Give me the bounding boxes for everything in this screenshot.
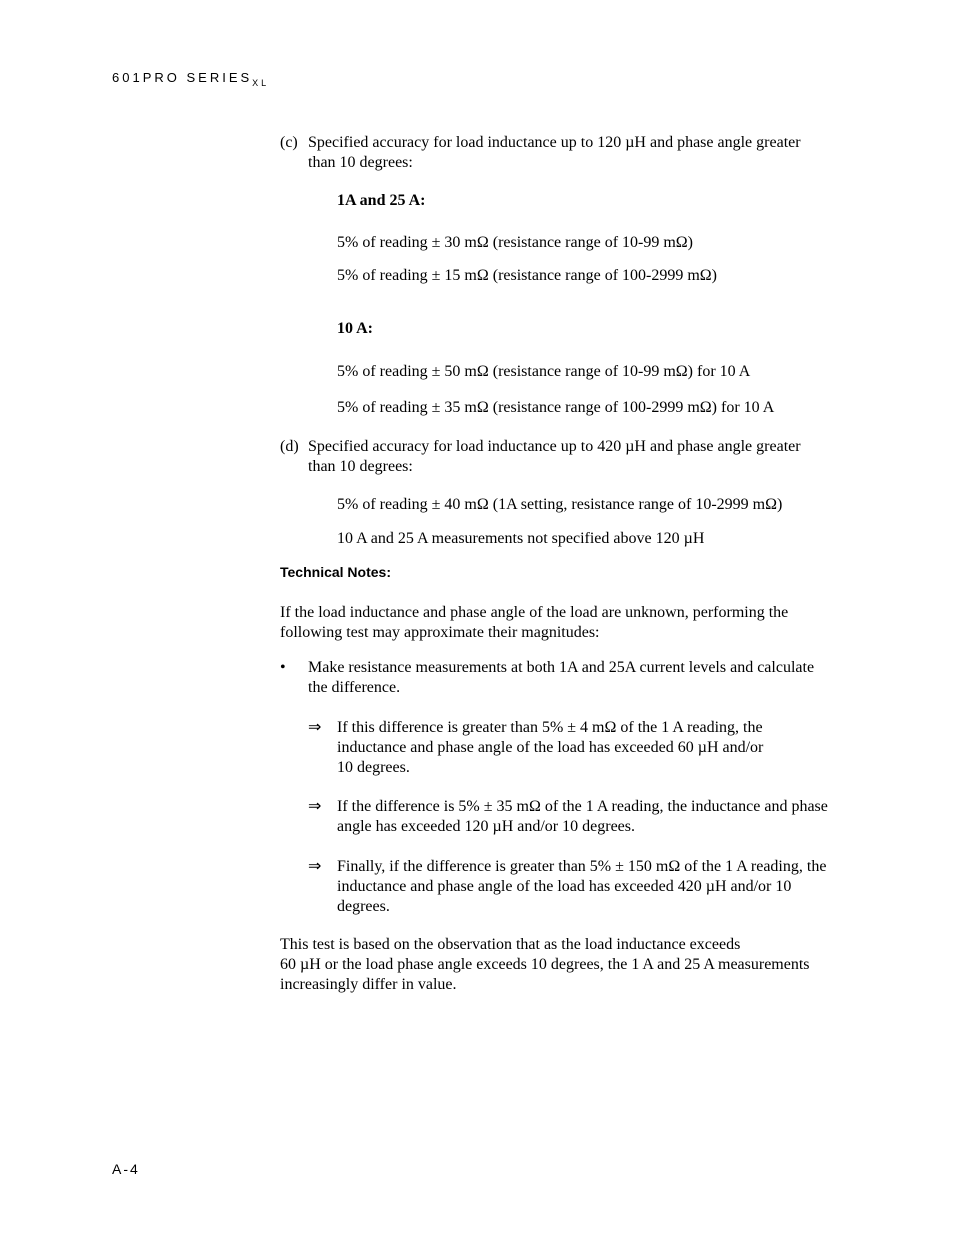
closing-line2: 60 µH or the load phase angle exceeds 10 degrees, the 1 A and 25 A measurements <box>280 956 810 973</box>
arrow-item-3 <box>308 857 868 917</box>
running-header <box>112 70 270 88</box>
heading-10a: 10 A: <box>337 320 373 337</box>
arrow1-line1: If this difference is greater than 5% ± 4 mΩ of the 1 A reading, the <box>337 719 763 736</box>
item-d <box>280 437 860 477</box>
bullet-line1: Make resistance measurements at both 1A and 25A current levels and calculate <box>308 659 815 676</box>
item-d-line1: Specified accuracy for load inductance up to 420 µH and phase angle greater <box>308 438 801 455</box>
arrow2-line1: If the difference is 5% ± 35 mΩ of the 1 A reading, the inductance and phase <box>337 798 828 815</box>
intro-line1: If the load inductance and phase angle of the load are unknown, performing the <box>280 604 789 621</box>
spec-c-2: 5% of reading ± 15 mΩ (resistance range of 100-2999 mΩ) <box>337 267 718 284</box>
header-subscript: XL <box>252 78 270 88</box>
spec-d-1: 5% of reading ± 40 mΩ (1A setting, resistance range of 10-2999 mΩ) <box>337 496 783 513</box>
technical-notes-heading: Technical Notes: <box>280 564 391 580</box>
arrow1-line3: 10 degrees. <box>337 759 410 776</box>
item-c-line1: Specified accuracy for load inductance up to 120 µH and phase angle greater <box>308 134 801 151</box>
bullet-marker: • <box>280 659 286 676</box>
item-c <box>280 133 860 173</box>
arrow-icon: ⇒ <box>308 719 322 736</box>
arrow3-line1: Finally, if the difference is greater than 5% ± 150 mΩ of the 1 A reading, the <box>337 858 827 875</box>
page-number: A-4 <box>112 1161 140 1177</box>
closing-paragraph <box>280 935 870 995</box>
technical-notes-intro <box>280 603 870 643</box>
item-c-line2: than 10 degrees: <box>308 154 413 171</box>
arrow-item-1 <box>308 718 868 778</box>
arrow-item-2 <box>308 797 868 837</box>
arrow1-line2: inductance and phase angle of the load has exceeded 60 µH and/or <box>337 739 764 756</box>
item-c-marker: (c) <box>280 134 298 151</box>
spec-c-4: 5% of reading ± 35 mΩ (resistance range of 100-2999 mΩ) for 10 A <box>337 399 775 416</box>
spec-c-1: 5% of reading ± 30 mΩ (resistance range of 10-99 mΩ) <box>337 234 694 251</box>
bullet-item <box>280 658 860 698</box>
header-title: 601PRO SERIES <box>112 70 253 85</box>
arrow-icon: ⇒ <box>308 798 322 815</box>
closing-line3: increasingly differ in value. <box>280 976 457 993</box>
item-d-line2: than 10 degrees: <box>308 458 413 475</box>
spec-d-2: 10 A and 25 A measurements not specified above 120 µH <box>337 530 705 547</box>
bullet-line2: the difference. <box>308 679 401 696</box>
arrow3-line3: degrees. <box>337 898 390 915</box>
intro-line2: following test may approximate their magnitudes: <box>280 624 600 641</box>
arrow2-line2: angle has exceeded 120 µH and/or 10 degrees. <box>337 818 635 835</box>
arrow3-line2: inductance and phase angle of the load has exceeded 420 µH and/or 10 <box>337 878 792 895</box>
closing-line1: This test is based on the observation that as the load inductance exceeds <box>280 936 741 953</box>
arrow-icon: ⇒ <box>308 858 322 875</box>
item-d-marker: (d) <box>280 438 299 455</box>
spec-c-3: 5% of reading ± 50 mΩ (resistance range of 10-99 mΩ) for 10 A <box>337 363 751 380</box>
heading-1a-25a: 1A and 25 A: <box>337 192 426 209</box>
